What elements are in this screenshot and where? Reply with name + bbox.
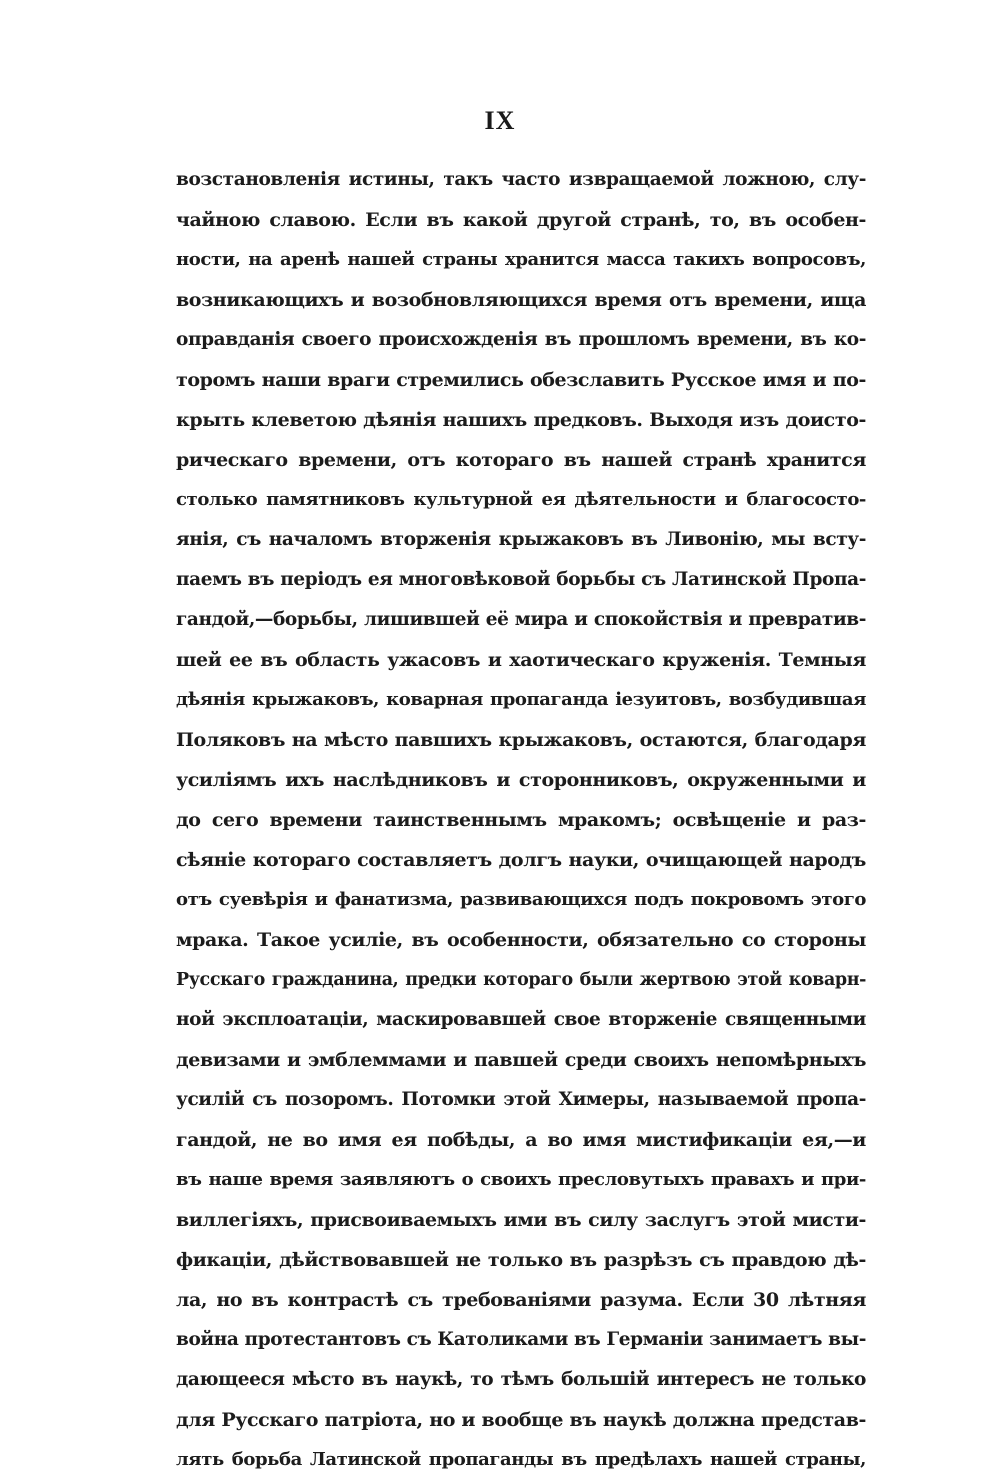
text-line: лять борьба Латинской пропаганды въ предѣлахъ нашей страны, (176, 1449, 866, 1470)
text-line: фикаціи, дѣйствовавшей не только въ разрѣзъ съ правдою дѣ- (176, 1249, 866, 1271)
text-line: въ наше время заявляютъ о своихъ пресловутыхъ правахъ и при- (176, 1169, 866, 1190)
text-line: война протестантовъ съ Католиками въ Германіи занимаетъ вы- (176, 1329, 866, 1350)
page-number: IX (484, 106, 516, 135)
text-line: усилій съ позоромъ. Потомки этой Химеры, называемой пропа- (176, 1089, 866, 1110)
text-line: девизами и эмблеммами и павшей среди своихъ непомѣрныхъ (176, 1049, 866, 1071)
text-line: Русскаго гражданина, предки котораго были жертвою этой коварн- (176, 970, 866, 990)
text-line: возникающихъ и возобновляющихся время отъ времени, ища (176, 289, 866, 311)
text-line: рическаго времени, отъ котораго въ нашей странѣ хранится (176, 449, 866, 471)
text-line: оправданія своего происхожденія въ прошломъ времени, въ ко- (176, 329, 866, 350)
text-line: гандой, не во имя ея побѣды, а во имя мистификаціи ея,—и (176, 1129, 866, 1151)
text-line: для Русскаго патріота, но и вообще въ наукѣ должна представ- (176, 1409, 866, 1431)
text-line: шей ее въ область ужасовъ и хаотическаго круженія. Темныя (176, 649, 866, 671)
text-line: виллегіяхъ, присвоиваемыхъ ими въ силу заслугъ этой мисти- (176, 1209, 866, 1231)
text-line: гандой,—борьбы, лишившей её мира и спокойствія и превратив- (176, 609, 866, 630)
text-line: возстановленія истины, такъ часто извращаемой ложною, слу- (176, 169, 866, 190)
text-line: мрака. Такое усиліе, въ особенности, обязательно со стороны (176, 929, 866, 951)
text-line: янія, съ началомъ вторженія крыжаковъ въ Ливонію, мы всту- (176, 529, 866, 550)
text-line: дѣянія крыжаковъ, коварная пропаганда іезуитовъ, возбудившая (176, 689, 866, 710)
text-line: чайною славою. Если въ какой другой странѣ, то, въ особен- (176, 209, 866, 231)
text-line: дающееся мѣсто въ наукѣ, то тѣмъ большій интересъ не только (176, 1369, 866, 1390)
text-line: паемъ въ періодъ ея многовѣковой борьбы съ Латинской Пропа- (176, 569, 866, 590)
text-line: отъ суевѣрія и фанатизма, развивающихся подъ покровомъ этого (176, 889, 866, 910)
text-line: усиліямъ ихъ наслѣдниковъ и сторонниковъ, окруженными и (176, 769, 866, 791)
text-line: ности, на аренѣ нашей страны хранится масса такихъ вопросовъ, (176, 249, 866, 270)
text-line: до сего времени таинственнымъ мракомъ; освѣщеніе и раз- (176, 809, 866, 831)
text-line: сѣяніе котораго составляетъ долгъ науки, очищающей народъ (176, 849, 866, 871)
body-text (176, 160, 866, 1480)
text-line: столько памятниковъ культурной ея дѣятельности и благососто- (176, 489, 866, 510)
text-line: крыть клеветою дѣянія нашихъ предковъ. Выходя изъ доисто- (176, 409, 866, 431)
text-line: ла, но въ контрастѣ съ требованіями разума. Если 30 лѣтняя (176, 1289, 866, 1311)
text-line: Поляковъ на мѣсто павшихъ крыжаковъ, остаются, благодаря (176, 729, 866, 751)
text-line: торомъ наши враги стремились обезславить Русское имя и по- (176, 369, 866, 391)
text-line: ной эксплоатаціи, маскировавшей свое вторженіе священными (176, 1009, 866, 1030)
